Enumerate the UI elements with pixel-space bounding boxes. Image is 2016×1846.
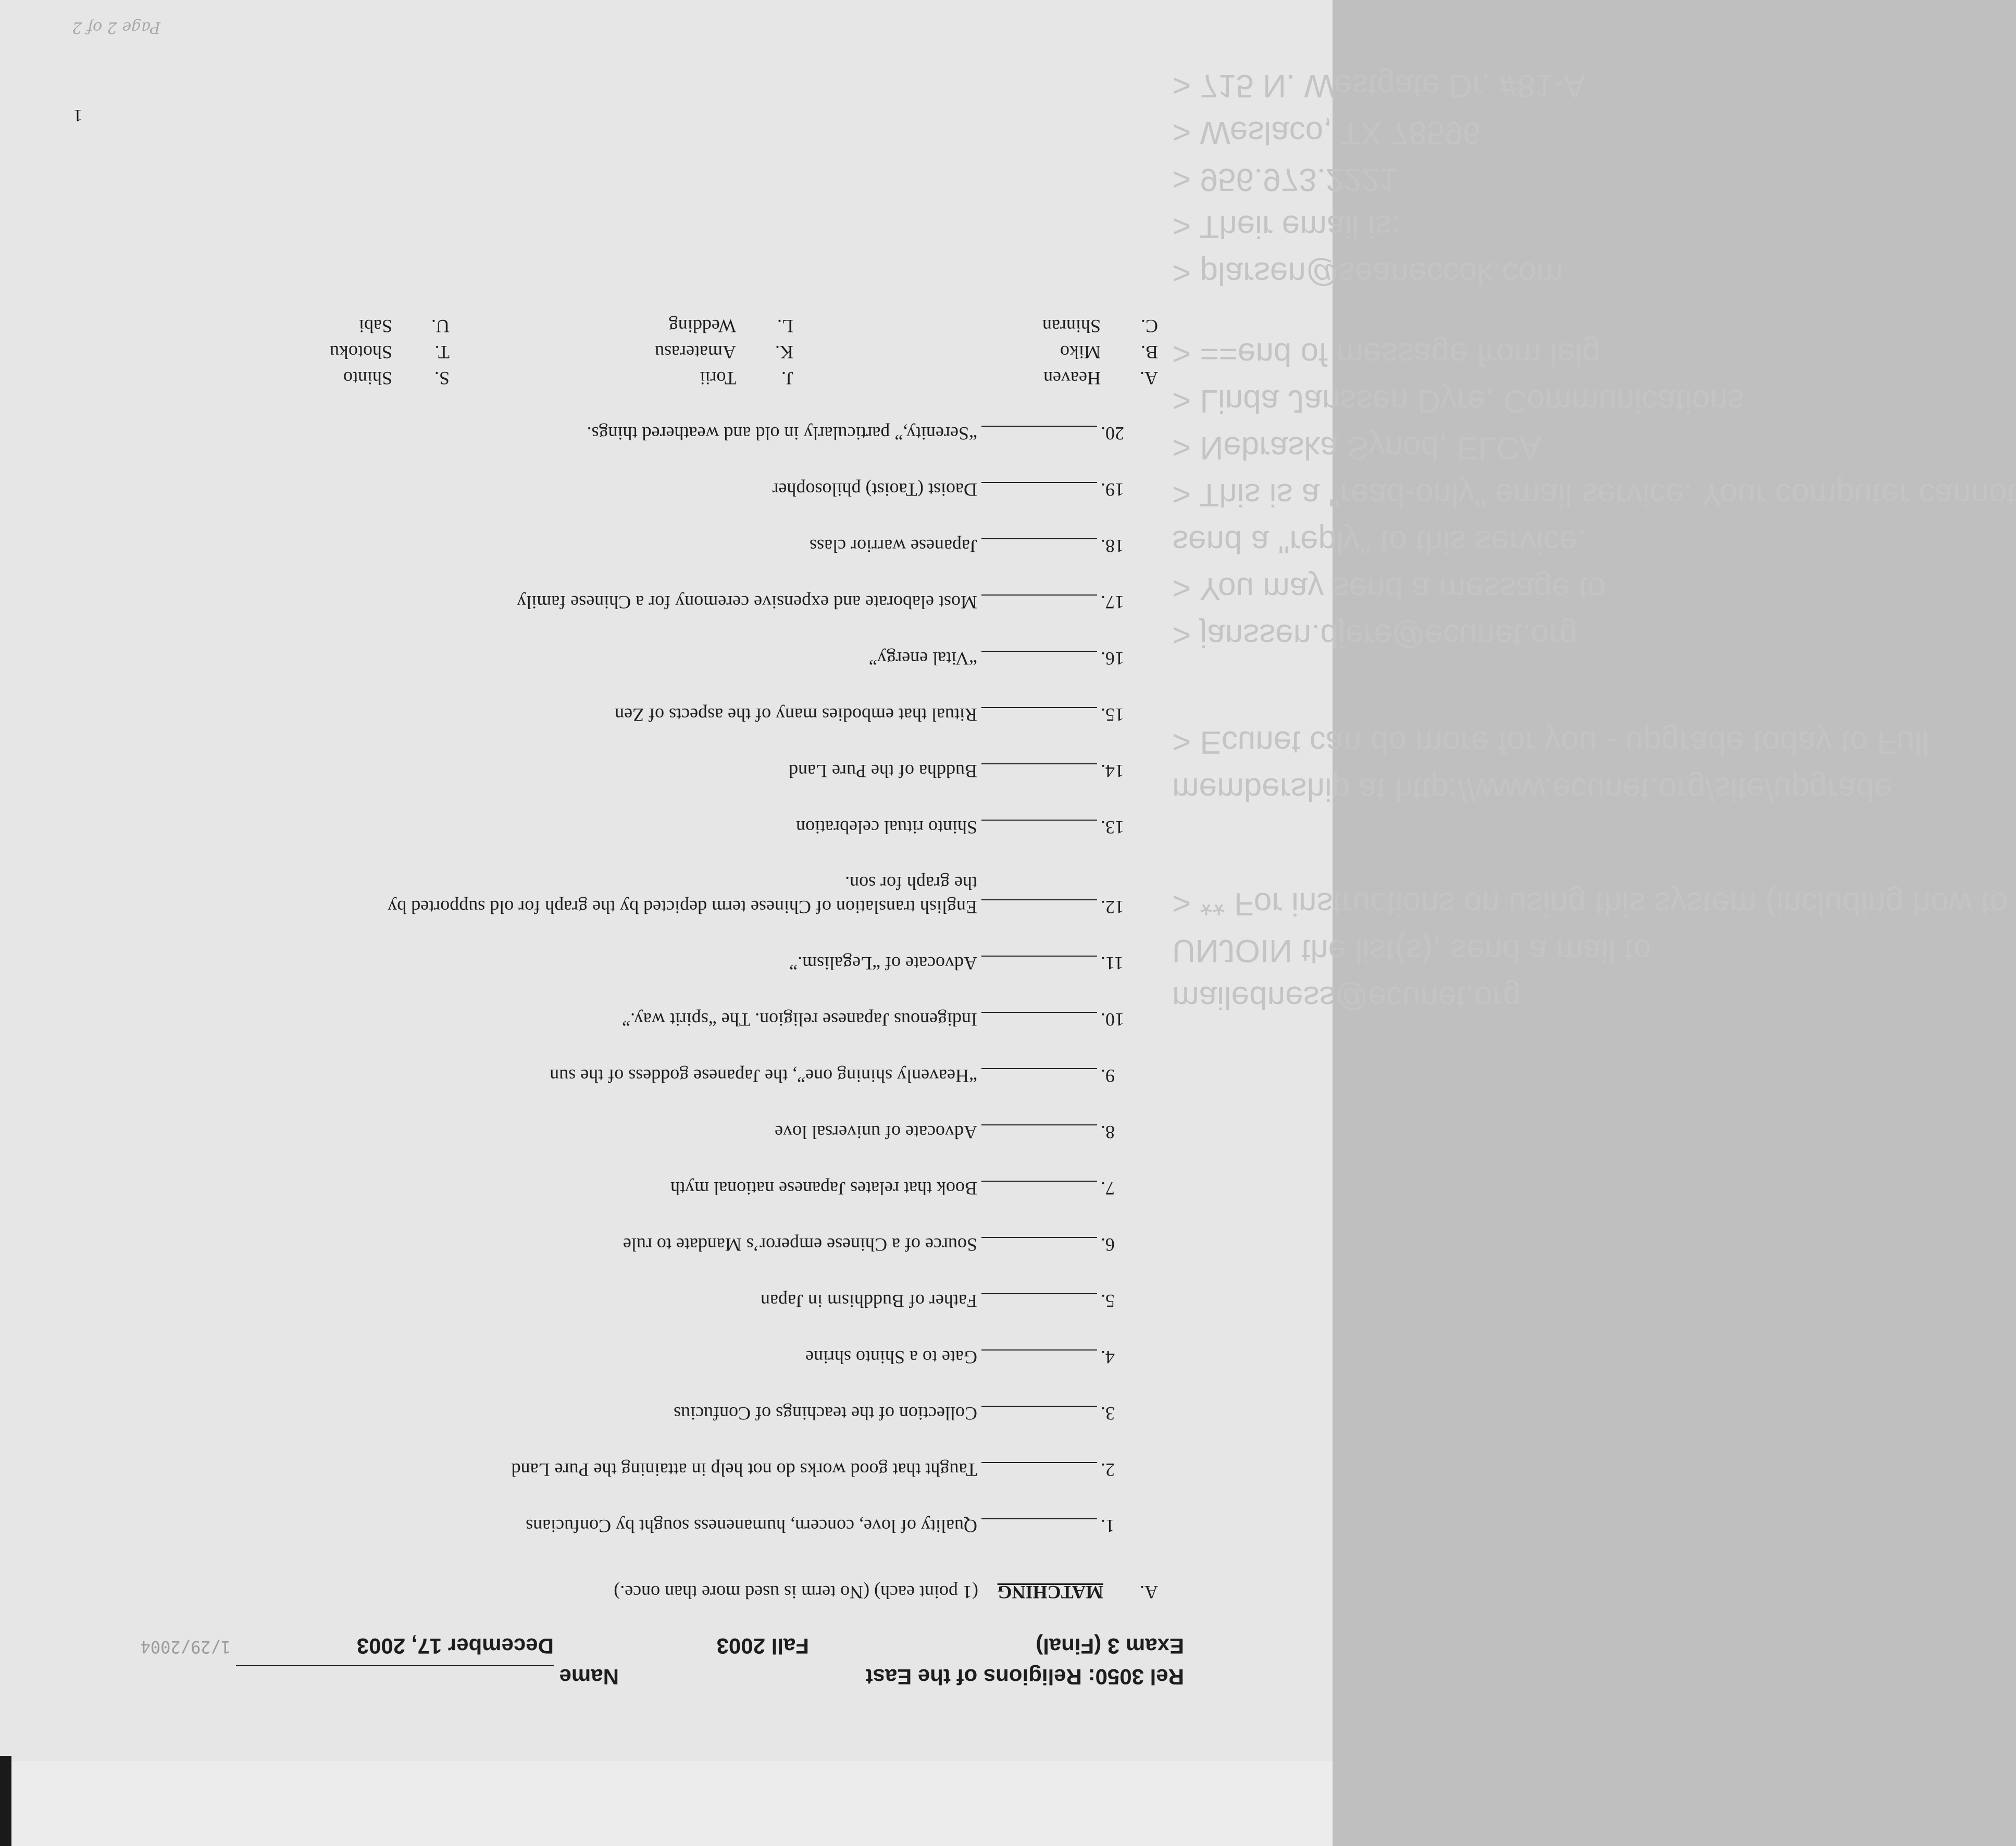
question-text-continued: the graph for son. — [845, 873, 977, 894]
show-through-line: > Nebraska Synod, ELCA — [1172, 430, 1541, 466]
term-text: Shinto — [343, 368, 392, 389]
question-text: “Serenity,” particularly in old and weathered things. — [587, 423, 977, 444]
question-text: Father of Buddhism in Japan — [761, 1291, 977, 1311]
question-text: “Heavenly shining one”, the Japanese goddess of the sun — [550, 1066, 977, 1086]
show-through-line: > 715 N. Westgate Dr. #81-A — [1172, 68, 1586, 104]
term-text: Wedding — [668, 316, 736, 337]
term-letter: T. — [434, 342, 450, 363]
question-number: 4. — [1101, 1347, 1115, 1368]
question-number: 9. — [1101, 1066, 1115, 1086]
term-text: Sabi — [358, 316, 392, 337]
exam-date: December 17, 2003 — [356, 1634, 554, 1658]
exam-title: Exam 3 (Final) — [1036, 1634, 1184, 1658]
question-number: 6. — [1101, 1234, 1115, 1255]
show-through-line: > janssen.djere@ecunet.org — [1172, 617, 1578, 653]
term-letter: K. — [775, 342, 793, 363]
question-text: Advocate of universal love — [775, 1122, 977, 1143]
corner-note: Page 2 of 2 — [72, 18, 160, 36]
section-letter: A. — [1140, 1582, 1158, 1603]
question-text: Most elaborate and expensive ceremony for a Chinese family — [517, 592, 977, 613]
date-stamp: 1/29/2004 — [140, 1637, 231, 1657]
question-text: Daoist (Taoist) philosopher — [772, 479, 977, 500]
show-through-line: UNJOIN the list(s), send a mail to — [1172, 933, 1651, 969]
question-number: 16. — [1101, 648, 1124, 669]
question-text: Ritual that embodies many of the aspects of Zen — [615, 704, 977, 725]
scan-edge-shadow — [0, 1756, 11, 1846]
term-letter: A. — [1140, 368, 1158, 389]
question-text: Japanese warrior class — [810, 536, 977, 556]
question-number: 8. — [1101, 1122, 1115, 1143]
page-number: 1 — [73, 106, 82, 125]
question-text: Source of a Chinese emperor’s Mandate to rule — [623, 1234, 977, 1255]
term-text: Miko — [1060, 342, 1101, 363]
show-through-line: > ** For instructions on using this system (including how to — [1172, 886, 2008, 922]
show-through-line: > Ecunet can do more for you - upgrade today to Full — [1172, 724, 1929, 760]
question-number: 17. — [1101, 592, 1124, 613]
show-through-line: send a "reply" to this service. — [1172, 524, 1587, 560]
course-title: Rel 3050: Religions of the East — [865, 1665, 1184, 1689]
question-number: 3. — [1101, 1403, 1115, 1424]
section-instructions: (1 point each) (No term is used more than once.) — [614, 1582, 978, 1603]
section-title: MATCHING — [997, 1582, 1103, 1603]
show-through-line: membership at http://www.ecunet.org/site/upgrade — [1172, 771, 1892, 807]
question-number: 11. — [1101, 953, 1124, 974]
term-letter: L. — [777, 316, 793, 337]
name-label: Name — [559, 1665, 619, 1689]
show-through-line: > Weslaco, TX 78596 — [1172, 115, 1481, 151]
question-number: 7. — [1101, 1178, 1115, 1199]
question-number: 13. — [1101, 817, 1124, 838]
question-number: 14. — [1101, 761, 1124, 782]
term-letter: S. — [434, 368, 450, 389]
term-letter: C. — [1140, 316, 1158, 337]
show-through-line: > You may send a message to — [1172, 571, 1606, 606]
question-text: “Vital energy” — [868, 648, 977, 669]
show-through-line: > plarsen@seaneccok.com — [1172, 255, 1563, 291]
scanner-margin — [0, 1761, 1333, 1846]
question-text: Buddha of the Pure Land — [789, 761, 977, 782]
term-text: Amaterasu — [655, 342, 736, 363]
show-through-line: > This is a "read-only" email service. Your computer cannot — [1172, 477, 2016, 513]
question-number: 2. — [1101, 1459, 1115, 1480]
question-number: 10. — [1101, 1009, 1124, 1030]
question-number: 20. — [1101, 423, 1124, 444]
term-label: Fall 2003 — [716, 1634, 809, 1658]
term-letter: J. — [781, 368, 793, 389]
question-number: 1. — [1101, 1516, 1115, 1537]
question-number: 15. — [1101, 704, 1124, 725]
show-through-line: mailedness@ecunet.org — [1172, 980, 1521, 1015]
term-letter: B. — [1140, 342, 1158, 363]
term-letter: U. — [431, 316, 450, 337]
term-text: Heaven — [1043, 368, 1101, 389]
question-text: Gate to a Shinto shrine — [805, 1347, 977, 1368]
term-text: Shotoku — [329, 342, 392, 363]
question-number: 5. — [1101, 1291, 1115, 1311]
term-text: Torii — [700, 368, 736, 389]
question-number: 18. — [1101, 536, 1124, 556]
question-text: Book that relates Japanese national myth — [670, 1178, 977, 1199]
term-text: Shinran — [1042, 316, 1101, 337]
question-text: English translation of Chinese term depicted by the graph for old supported by — [388, 897, 977, 918]
question-text: Shinto ritual celebration — [796, 817, 977, 838]
question-text: Taught that good works do not help in attaining the Pure Land — [511, 1459, 977, 1480]
question-number: 19. — [1101, 479, 1124, 500]
question-text: Indigenous Japanese religion. The “spirit way.” — [622, 1009, 977, 1030]
question-text: Advocate of “Legalism.” — [789, 953, 977, 974]
show-through-line: > Linda Janssen Dyre, Communications — [1172, 383, 1744, 419]
question-text: Collection of the teachings of Confucius — [674, 1403, 977, 1424]
show-through-line: > Their email is: — [1172, 208, 1401, 244]
show-through-line: > ==end of message from lelg — [1172, 336, 1600, 372]
question-text: Quality of love, concern, humaneness sought by Confucians — [526, 1516, 977, 1537]
question-number: 12. — [1101, 897, 1124, 918]
show-through-line: > 956.973.2221 — [1172, 162, 1398, 197]
